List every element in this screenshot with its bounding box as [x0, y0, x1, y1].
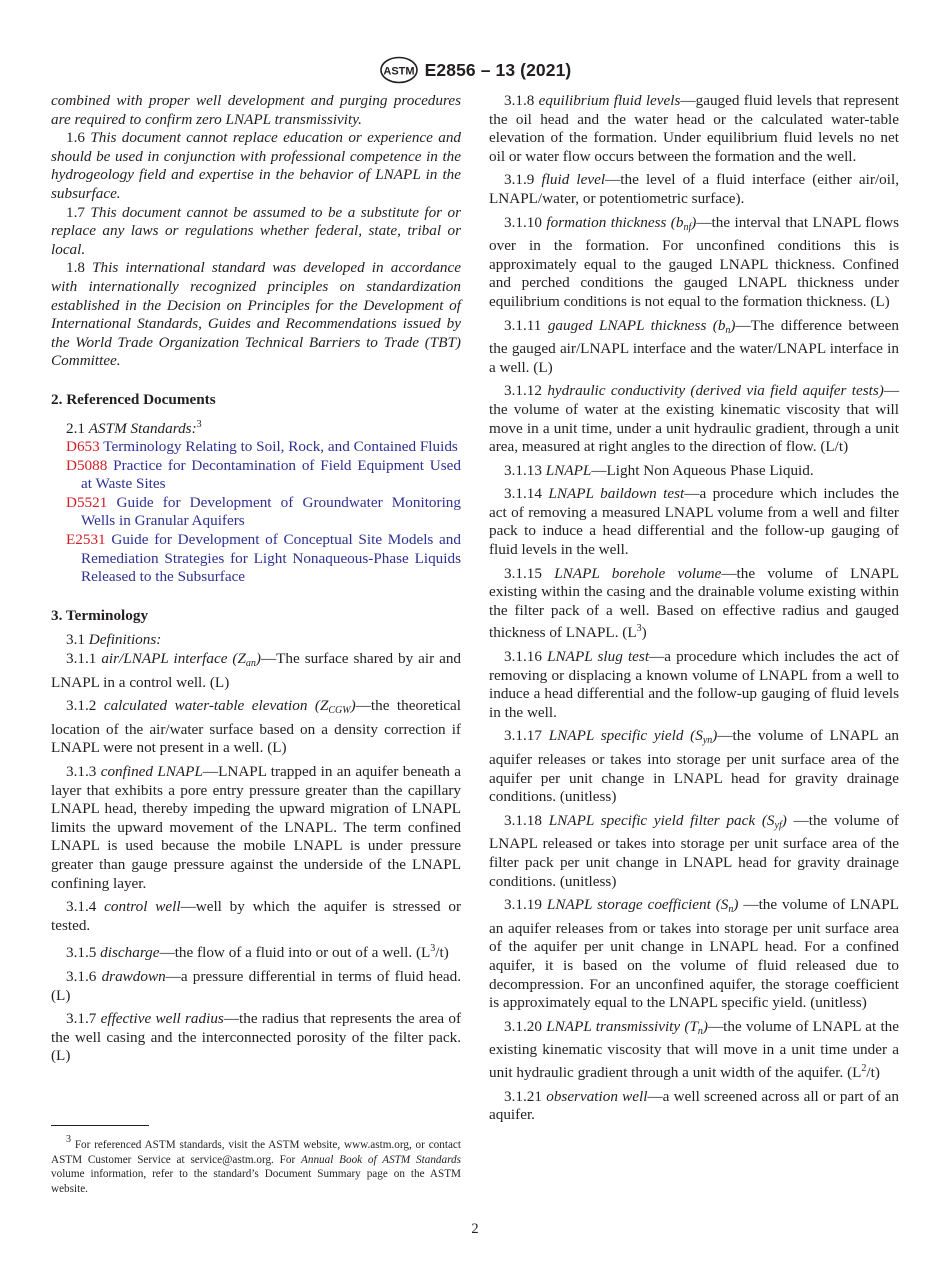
footnote-divider: [51, 1125, 149, 1126]
definition-3-1-16: 3.1.16 LNAPL slug test—a procedure which includes the act of removing or displacing a known volume of LNAPL from a well to induce a head differential and the follow-up gauging of fluid levels in the well.: [489, 648, 900, 721]
section-3-heading: 3. Terminology: [51, 606, 149, 624]
page-number: 2: [471, 1221, 479, 1237]
definition-3-1-8: 3.1.8 equilibrium fluid levels—gauged fluid levels that represent the oil head and the water head or the calculated water-table elevation of the formation. Under equilibrium fluid levels no net oil or water flow occurs between the formation and the well.: [489, 92, 899, 165]
reference-e2531[interactable]: E2531 Guide for Development of Conceptual Site Models and Remediation Strategies for Light Nonaqueous-Phase Liquids Released to the Subsurface: [66, 531, 461, 586]
paragraph-1-6: 1.6 This document cannot replace education or experience and should be used in conjunction with professional competence in the hydrogeology field and expertise in the behavior of LNAPL in the subsurface.: [51, 129, 462, 202]
page-header: [0, 56, 950, 84]
definition-3-1-20: 3.1.20 LNAPL transmissivity $(T_n)—the$ volume of LNAPL at the existing kinematic viscosity that will move in a unit time under a unit hydraulic gradient through a unit width of the aquifer. $(L^2/t)$: [489, 1017, 899, 1081]
paragraph-1-7: 1.7 This document cannot be assumed to be a substitute for or replace any laws or regulations whether federal, state, tribal or local.: [51, 203, 461, 258]
section-2-heading: 2. Referenced Documents: [51, 390, 216, 408]
definition-3-1-6: 3.1.6 drawdown—a pressure differential in terms of fluid head. (L): [51, 967, 462, 1004]
reference-d5088[interactable]: D5088 Practice for Decontamination of Field Equipment Used at Waste Sites: [66, 456, 461, 493]
reference-d653[interactable]: D653 Terminology Relating to Soil, Rock, and Contained Fluids: [66, 438, 458, 456]
definition-3-1-17: 3.1.17 LNAPL specific yield $(S_{yn})—the$ volume of LNAPL an aquifer releases or takes into storage per unit surface area of the aquifer per unit change in LNAPL head for gravity drainage conditions. (unitless): [489, 727, 899, 806]
definition-3-1-21: 3.1.21 observation well—a well screened across all or part of an aquifer.: [489, 1087, 899, 1124]
paragraph-1-8: 1.8 This international standard was developed in accordance with internationally recognized principles on standardization established in the Decision on Principles for the Development of International Standards, Guides and Recommendations issued by the World Trade Organization Technical Barriers to Trade (TBT) Committee.: [51, 259, 462, 370]
paragraph-1-5-continued: combined with proper well development and purging procedures are required to confirm zero LNAPL transmissivity.: [51, 92, 461, 128]
definition-3-1-19: 3.1.19 LNAPL storage coefficient $(S_n)$ —the volume of LNAPL an aquifer releases from or takes into storage per unit surface area of the aquifer per unit change in LNAPL head. For a confined aquifer, it is based on the volume of fluid released due to decompression. For an unconfined aquifer, the storage coefficient is approximately equal to the LNAPL specific yield. (unitless): [489, 896, 900, 1012]
document-code: E2856 – 13 (2021): [424, 59, 572, 80]
logo-lettering: ASTM: [383, 65, 415, 78]
definition-3-1-2: 3.1.2 calculated water-table elevation $(Z_{CGW})—the$ theoretical location of the air/water surface based on a density correction if LNAPL were not present in a well. (L): [51, 697, 461, 757]
definition-3-1-14: 3.1.14 LNAPL baildown test—a procedure which includes the act of removing a measured LNAPL volume from a well and filter pack to induce a head differential and the follow-up gauging of fluid levels in the well.: [489, 485, 899, 559]
left-column: [51, 92, 461, 1066]
definition-3-1-7: 3.1.7 effective well radius—the radius that represents the area of the well casing and the interconnected porosity of the filter pack. (L): [51, 1010, 462, 1065]
definition-3-1-18: 3.1.18 LNAPL specific yield filter pack $(S_{yf})$ —the volume of LNAPL released or takes into storage per unit surface area of the filter pack per unit change in LNAPL head for gravity drainage conditions. (unitless): [489, 811, 899, 890]
definition-3-1-4: 3.1.4 control well—well by which the aquifer is stressed or tested.: [51, 898, 462, 934]
footnote-3: 3 For referenced ASTM standards, visit the ASTM website, www.astm.org, or contact ASTM Customer Service at service@astm.org. For Annual Book of ASTM Standards volume information, refer to the standard’s Document Summary page on the ASTM website.: [51, 1134, 461, 1196]
paragraph-3-1: 3.1 Definitions:: [66, 631, 162, 649]
definition-3-1-12: 3.1.12 hydraulic conductivity (derived via field aquifer tests)—the volume of water at the existing kinematic viscosity that will move in a unit time, under a unit hydraulic gradient, through a unit area, measured at right angles to the direction of flow. (L/t): [489, 382, 900, 456]
definition-3-1-5: 3.1.5 discharge—the flow of a fluid into or out of a well. $(L^3/t)$: [66, 943, 449, 962]
definition-3-1-10: 3.1.10 formation thickness $(b_{nf})—the$ interval that LNAPL flows over in the formation. For unconfined conditions this is approximately equal to the gauged LNAPL thickness. Confined and perched conditions the gauged LNAPL thickness under equilibrium conditions is not equal to the formation thickness. (L): [489, 213, 900, 310]
reference-d5521[interactable]: D5521 Guide for Development of Groundwater Monitoring Wells in Granular Aquifers: [66, 493, 461, 530]
definition-3-1-9: 3.1.9 fluid level—the level of a fluid interface (either air/oil, LNAPL/water, or potentiometric surface).: [489, 171, 899, 207]
right-column: [489, 92, 899, 1125]
definition-3-1-15: 3.1.15 LNAPL borehole volume—the volume of LNAPL existing within the casing and the drainable volume existing within the filter pack of a well. Based on effective radius and gauged thickness of LNAPL. $(L^3)$: [489, 564, 900, 642]
definition-3-1-3: 3.1.3 confined LNAPL—LNAPL trapped in an aquifer beneath a layer that exhibits a pore entry pressure greater than the capillary LNAPL head, thereby impeding the upward migration of LNAPL limits the upward movement of the LNAPL. The term confined LNAPL is used because the mobile LNAPL is under pressure greater than gauge pressure against the underside of the LNAPL confining layer.: [51, 763, 462, 892]
paragraph-2-1: 2.1 ASTM Standards:$^3$: [66, 418, 202, 437]
definition-3-1-11: 3.1.11 gauged LNAPL thickness $(b_n)—The$ difference between the gauged air/LNAPL interface and the water/LNAPL interface in a well. (L): [489, 316, 899, 376]
definition-3-1-1: 3.1.1 air/LNAPL interface $(Z_{an})—The$ surface shared by air and LNAPL in a control well. (L): [51, 650, 462, 691]
definition-3-1-13: 3.1.13 LNAPL—Light Non Aqueous Phase Liquid.: [504, 461, 814, 479]
astm-logo-icon: [379, 56, 419, 84]
